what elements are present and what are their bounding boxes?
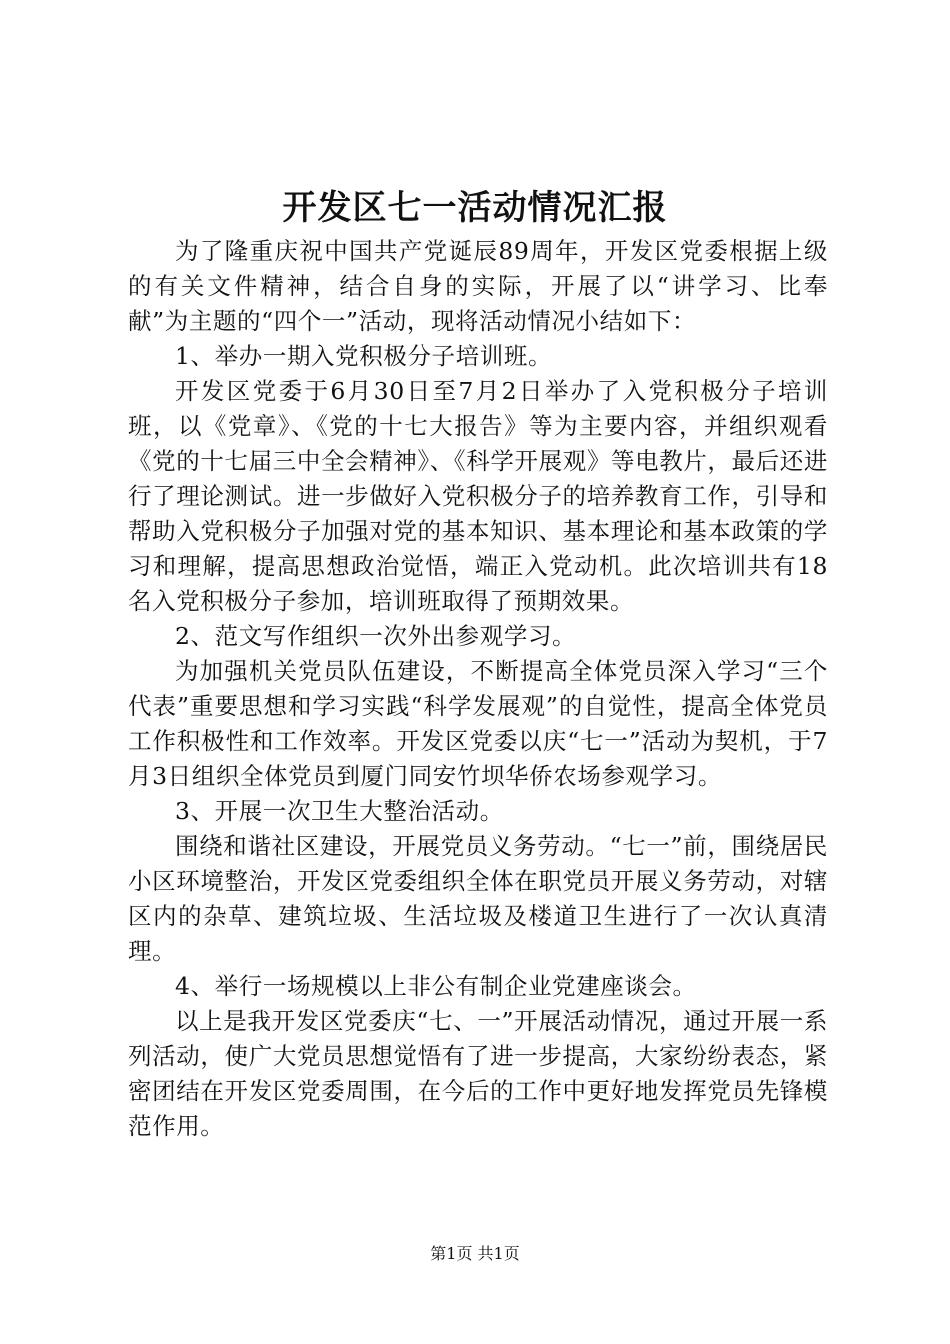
section-heading-3: 3、开展一次卫生大整治活动。 xyxy=(175,797,504,825)
document-body xyxy=(128,234,828,1144)
section-heading-1: 1、举办一期入党积极分子培训班。 xyxy=(175,342,553,370)
conclusion-paragraph: 以上是我开发区党委庆“七、一”开展活动情况，通过开展一系列活动，使广大党员思想觉悟有了进一步提高，大家纷纷表态，紧密团结在开发区党委周围，在今后的工作中更好地发挥党员先锋模范作用。 xyxy=(128,1007,828,1140)
document-title: 开发区七一活动情况汇报 xyxy=(282,188,668,228)
section-paragraph-2: 为加强机关党员队伍建设，不断提高全体党员深入学习“三个代表”重要思想和学习实践“科学发展观”的自觉性，提高全体党员工作积极性和工作效率。开发区党委以庆“七一”活动为契机，于7月3日组织全体党员到厦门同安竹坝华侨农场参观学习。 xyxy=(128,657,828,790)
section-paragraph-1: 开发区党委于6月30日至7月2日举办了入党积极分子培训班，以《党章》、《党的十七大报告》等为主要内容，并组织观看《党的十七届三中全会精神》、《科学开展观》等电教片，最后还进行了理论测试。进一步做好入党积极分子的培养教育工作，引导和帮助入党积极分子加强对党的基本知识、基本理论和基本政策的学习和理解，提高思想政治觉悟，端正入党动机。此次培训共有18名入党积极分子参加，培训班取得了预期效果。 xyxy=(128,377,828,615)
section-heading-2: 2、范文写作组织一次外出参观学习。 xyxy=(175,622,577,650)
section-paragraph-3: 围绕和谐社区建设，开展党员义务劳动。“七一”前，围绕居民小区环境整治，开发区党委组织全体在职党员开展义务劳动，对辖区内的杂草、建筑垃圾、生活垃圾及楼道卫生进行了一次认真清理。 xyxy=(128,832,828,965)
intro-paragraph: 为了隆重庆祝中国共产党诞辰89周年，开发区党委根据上级的有关文件精神，结合自身的实际，开展了以“讲学习、比奉献”为主题的“四个一”活动，现将活动情况小结如下： xyxy=(128,237,828,335)
page-footer: 第1页 共1页 xyxy=(430,1244,520,1263)
section-heading-4: 4、举行一场规模以上非公有制企业党建座谈会。 xyxy=(175,972,697,1000)
